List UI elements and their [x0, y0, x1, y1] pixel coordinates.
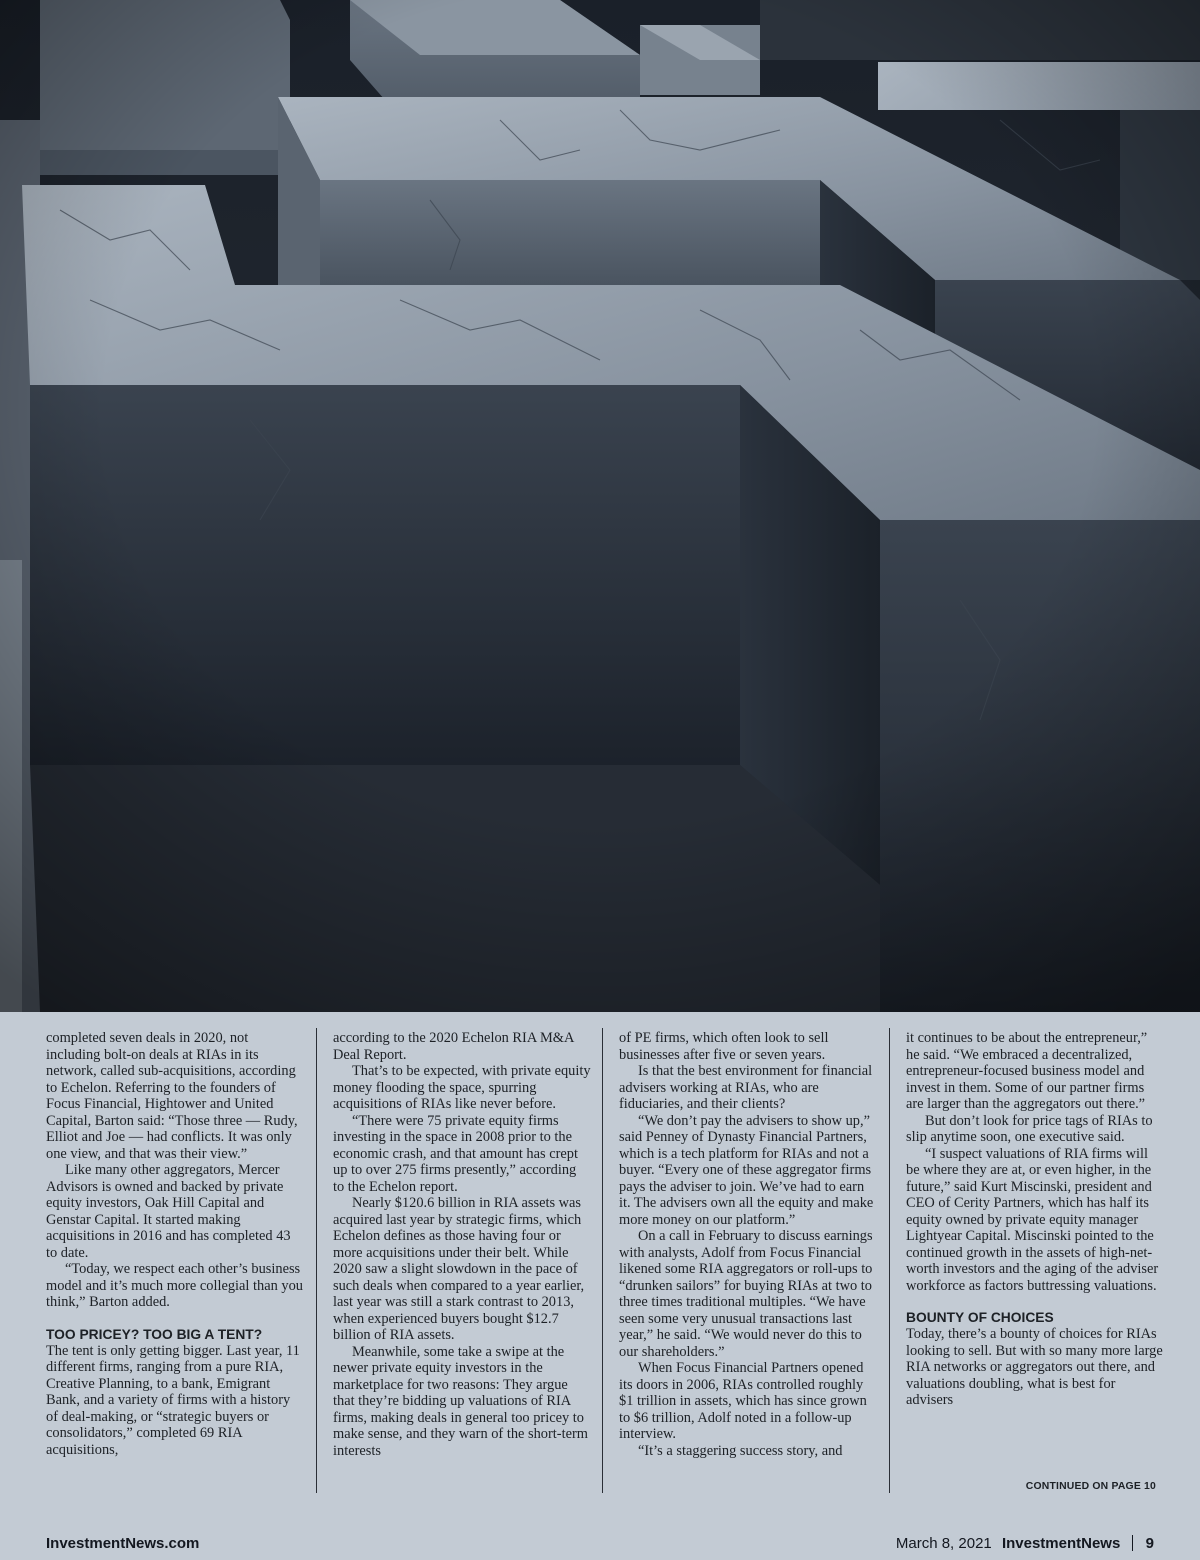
footer-website[interactable]: InvestmentNews.com: [46, 1535, 200, 1552]
paragraph: When Focus Financial Partners opened its doors in 2006, RIAs controlled roughly $1 trillion in assets, which has since grown to $6 trillion, Adolf noted in a follow-up interview.: [619, 1360, 867, 1442]
paragraph: of PE firms, which often look to sell businesses after five or seven years.: [619, 1030, 829, 1063]
article-column-3: [619, 1030, 877, 1459]
section-heading: TOO PRICEY? TOO BIG A TENT?: [46, 1326, 263, 1342]
paragraph: “I suspect valuations of RIA firms will be where they are at, or even higher, in the future,” said Kurt Miscinski, president and CEO of Cerity Partners, which has half its equity owned by private equity manager Lightyear Capital. Miscinski pointed to the continued growth in the assets of high-net-worth investors and the aging of the adviser workforce as factors buttressing valuations.: [906, 1145, 1159, 1294]
publication-name: InvestmentNews: [1001, 1535, 1121, 1552]
paragraph: “It’s a staggering success story, and: [638, 1442, 843, 1459]
column-divider: [316, 1028, 317, 1493]
paragraph: it continues to be about the entrepreneur,” he said. “We embraced a decentralized, entrepreneur-focused business model and invest in them. Some of our partner firms are larger than the aggregators out there.”: [906, 1030, 1148, 1112]
paragraph: “Today, we respect each other’s business model and it’s much more collegial than you think,” Barton added.: [46, 1261, 303, 1310]
article-column-4: [906, 1030, 1164, 1409]
paragraph: Nearly $120.6 billion in RIA assets was acquired last year by strategic firms, which Echelon defines as those having four or more acquisitions under their belt. While 2020 saw a slight slowdown in the pace of such deals when compared to a year earlier, last year was still a stark contrast to 2013, when experienced buyers bought $12.7 billion of RIA assets.: [333, 1195, 585, 1343]
paragraph: Is that the best environment for financial advisers working at RIAs, who are fiduciaries, and their clients?: [619, 1063, 873, 1112]
paragraph: On a call in February to discuss earnings with analysts, Adolf from Focus Financial likened some RIA aggregators or roll-ups to “drunken sailors” for buying RIAs at two to three times traditional multiples. “We have seen some very unusual transactions last year,” he said. “We would never do this to our shareholders.”: [619, 1228, 873, 1360]
paragraph: Today, there’s a bounty of choices for RIAs looking to sell. But with so many more large RIA networks or aggregators out there, and valuations doubling, what is best for advisers: [906, 1326, 1163, 1408]
issue-date: March 8, 2021: [895, 1535, 992, 1552]
paragraph: completed seven deals in 2020, not including bolt-on deals at RIAs in its network, called sub-acquisitions, according to Echelon. Referring to the founders of Focus Financial, Hightower and United Capital, Barton said: “Those three — Rudy, Elliot and Joe — had conflicts. It was only one view, and that was their view.”: [46, 1030, 298, 1162]
paragraph: according to the 2020 Echelon RIA M&A Deal Report.: [333, 1030, 574, 1063]
paragraph: “There were 75 private equity firms investing in the space in 2008 prior to the economic crash, and that amount has crept up to over 275 firms presently,” according to the Echelon report.: [333, 1112, 578, 1195]
paragraph: Like many other aggregators, Mercer Advisors is owned and backed by private equity investors, Oak Hill Capital and Genstar Capital. It started making acquisitions in 2016 and has completed 43 to date.: [46, 1162, 291, 1261]
paragraph: But don’t look for price tags of RIAs to slip anytime soon, one executive said.: [906, 1112, 1153, 1145]
column-divider: [602, 1028, 603, 1493]
paragraph: Meanwhile, some take a swipe at the newer private equity investors in the marketplace for two reasons: They argue that they’re bidding up valuations of RIA firms, making deals in general too pricey to make sense, and they warn of the short-term interests: [333, 1343, 588, 1459]
paragraph: “We don’t pay the advisers to show up,” said Penney of Dynasty Financial Partners, which is a tech platform for RIAs and not a buyer. “Every one of these aggregator firms pays the adviser to join. We’ve had to earn it. The advisers own all the equity and make more money on our platform.”: [619, 1112, 874, 1228]
paragraph: That’s to be expected, with private equity money flooding the space, spurring acquisitions of RIAs like never before.: [333, 1063, 591, 1112]
page-number: 9: [1145, 1535, 1154, 1552]
paragraph: The tent is only getting bigger. Last year, 11 different firms, ranging from a pure RIA, Creative Planning, to a bank, Emigrant Bank, and a variety of firms with a history of deal-making, or “strategic buyers or consolidators,” completed 69 RIA acquisitions,: [46, 1342, 300, 1458]
footer-folio: [896, 1535, 1154, 1552]
folio-divider: [1132, 1535, 1133, 1551]
column-divider: [889, 1028, 890, 1493]
article-column-1: [46, 1030, 304, 1458]
article-column-2: [333, 1030, 591, 1459]
continued-on-page-link[interactable]: CONTINUED ON PAGE 10: [1025, 1481, 1156, 1492]
section-heading: BOUNTY OF CHOICES: [906, 1310, 1054, 1325]
